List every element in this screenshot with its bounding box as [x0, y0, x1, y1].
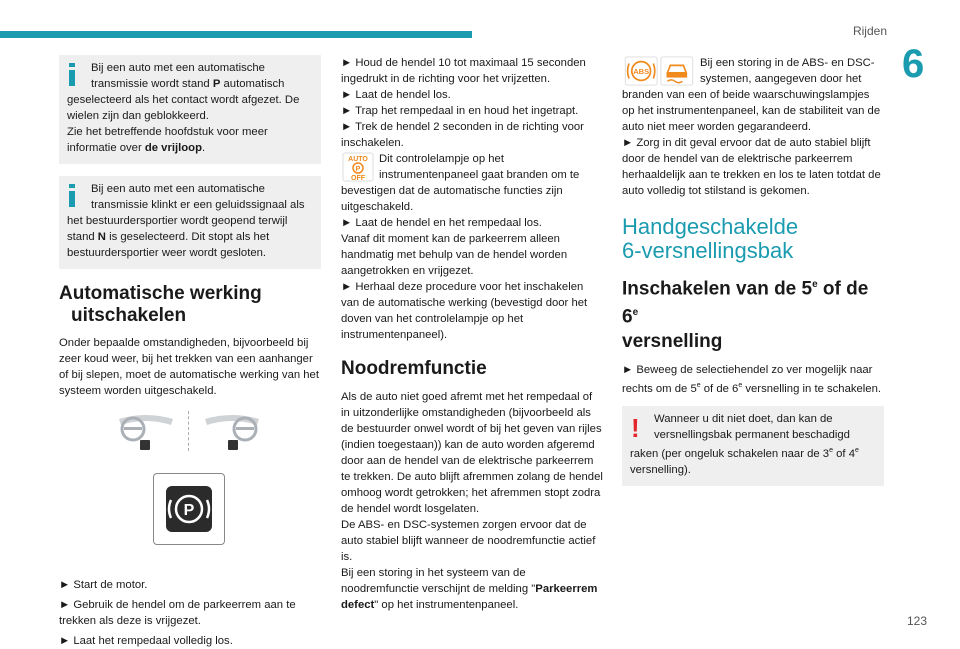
step: ► Laat de hendel en het rempedaal los. — [341, 217, 542, 229]
step: ► Laat de hendel los. — [341, 89, 451, 101]
svg-text:OFF: OFF — [351, 175, 365, 182]
heading-manual-gearbox: Handgeschakelde 6-versnellingsbak — [622, 214, 799, 263]
svg-text:AUTO: AUTO — [348, 156, 368, 163]
step: ► Start de motor. — [59, 579, 148, 591]
steering-wheel-icon — [111, 413, 181, 451]
paragraph: Bij een storing in het systeem van de noodremfunctie verschijnt de melding "Parkeerrem defect" op het instrumentenpaneel. — [341, 567, 598, 611]
paragraph: Vanaf dit moment kan de parkeerrem alleen handmatig met behulp van de hendel worden aangetrokken en vrijgezet. — [341, 233, 568, 277]
step: ► Houd de hendel 10 tot maximaal 15 seconden ingedrukt in de richting voor het vrijzetten. — [341, 57, 586, 85]
paragraph: De ABS- en DSC-systemen zorgen ervoor dat de auto stabiel blijft wanneer de noodremfunctie actief is. — [341, 519, 596, 563]
steering-wheel-icon — [197, 413, 267, 451]
warning-box-gearbox: ! Wanneer u dit niet doet, dan kan de versnellingsbak permanent beschadigd raken (per ongeluk schakelen naar de 3e of 4e versnelling). — [622, 406, 884, 486]
chapter-number: 6 — [902, 42, 925, 86]
svg-text:P: P — [183, 502, 195, 519]
column-middle — [341, 55, 603, 613]
step: ► Trek de hendel 2 seconden in de richting voor inschakelen. — [341, 121, 584, 149]
step: ► Zorg in dit geval ervoor dat de auto stabiel blijft door de hendel van de elektrische parkeerrem herhaaldelijk aan te trekken en los te laten totdat de auto volledig tot stilstand is gekomen. — [622, 137, 881, 197]
abs-dsc-warning-note: ABS Bij een storing in de ABS- en DSC-systemen, aangegeven door het branden van een of beide waarschuwingslampjes op het instrumentenpaneel, kan de stabiliteit van de auto niet meer worden gegarandeerd. — [622, 57, 881, 133]
info-box-neutral: Bij een auto met een automatische transmissie klinkt er een geluidssignaal als het bestuurdersportier wordt geopend terwijl stand N is geselecteerd. Dit stopt als het bestuurdersportier weer wordt gesloten. — [59, 176, 321, 269]
auto-off-note: AUTO P OFF Dit controlelampje op het instrumentenpaneel gaat branden om te bevestigen dat de automatische functies zijn uitgeschakeld. — [341, 153, 580, 213]
info-icon — [68, 184, 76, 208]
heading-engage-gears: Inschakelen van de 5e of de 6e versnelling — [622, 278, 869, 352]
parking-brake-illustration — [59, 407, 321, 567]
column-right — [622, 55, 884, 498]
intro-paragraph: Onder bepaalde omstandigheden, bijvoorbeeld bij zeer koud weer, bij het trekken van een aanhanger of bij slepen, moet de automatische werking van het systeem worden uitgeschakeld. — [59, 337, 319, 397]
svg-text:P: P — [355, 166, 361, 173]
header-accent-bar — [0, 31, 472, 38]
step: ► Beweeg de selectiehendel zo ver mogelijk naar rechts om de 5e of de 6e versnelling in te schakelen. — [622, 363, 882, 395]
warning-icon: ! — [631, 413, 640, 444]
step: ► Laat het rempedaal volledig los. — [59, 635, 233, 647]
paragraph: Als de auto niet goed afremt met het rempedaal of in uitzonderlijke omstandigheden (bijvoorbeeld als de bestuurder onwel wordt of bij het geven van rijles (indien toegestaan)) kan de auto worden afgeremd door aan de hendel van de elektrische parkeerrem te trekken. De auto blijft afremmen zolang de hendel omhoog wordt getrokken; het afremmen stopt zodra de hendel wordt losgelaten. — [341, 391, 603, 515]
step: ► Gebruik de hendel om de parkeerrem aan te trekken als deze is vrijgezet. — [59, 599, 296, 627]
heading-emergency-brake: Noodremfunctie — [341, 358, 487, 379]
abs-dsc-lamp-icons — [622, 56, 696, 86]
step: ► Trap het rempedaal in en houd het ingetrapt. — [341, 105, 579, 117]
page-number: 123 — [906, 614, 927, 628]
info-icon — [68, 63, 76, 87]
divider — [188, 411, 189, 451]
parking-brake-button-icon — [153, 473, 225, 545]
auto-off-lamp-icon — [341, 152, 375, 182]
column-left — [59, 55, 321, 649]
step: ► Herhaal deze procedure voor het inschakelen van de automatische werking (bevestigd door het doven van het controlelampje op het instrumentenpaneel). — [341, 281, 588, 341]
svg-text:ABS: ABS — [633, 66, 650, 76]
info-box-park: Bij een auto met een automatische transmissie wordt stand P automatisch geselecteerd als het contact wordt afgezet. De wielen zijn dan geblokkeerd. Zie het betreffende hoofdstuk voor meer informatie over de vrijloop. — [59, 55, 321, 164]
heading-disable-auto: Automatische werking uitschakelen — [59, 283, 262, 326]
section-title: Rijden — [852, 24, 887, 38]
